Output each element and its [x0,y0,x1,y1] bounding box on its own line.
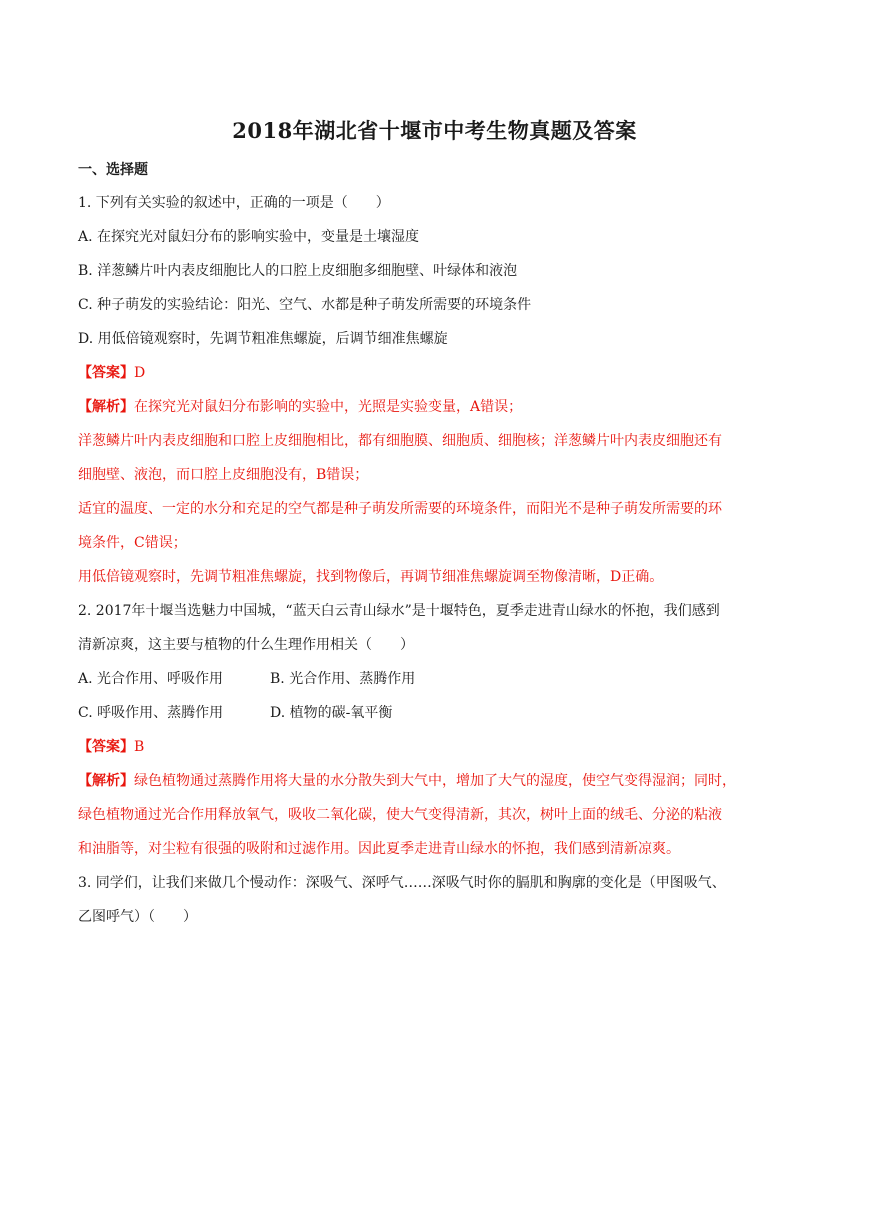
answer-label: 【答案】 [78,739,134,755]
question-3-stem: 3. 同学们，让我们来做几个慢动作：深吸气、深呼气……深吸气时你的膈肌和胸廓的变化是（甲图吸气、 [78,875,726,891]
question-1-stem: 1. 下列有关实验的叙述中，正确的一项是（ ） [78,195,390,211]
question-2-options-row [78,703,392,723]
question-1-analysis-line: 适宜的温度、一定的水分和充足的空气都是种子萌发所需要的环境条件，而阳光不是种子萌发所需要的环 [78,501,722,517]
answer-value: B [134,739,145,755]
question-1-option-a: A. 在探究光对鼠妇分布的影响实验中，变量是土壤湿度 [78,229,420,245]
analysis-text: 绿色植物通过蒸腾作用将大量的水分散失到大气中，增加了大气的湿度，使空气变得湿润；同时， [134,773,736,789]
question-2-option-d: D. 植物的碳-氧平衡 [270,705,393,721]
question-1-option-b: B. 洋葱鳞片叶内表皮细胞比人的口腔上皮细胞多细胞壁、叶绿体和液泡 [78,263,518,279]
answer-value: D [134,365,146,381]
analysis-text: 在探究光对鼠妇分布影响的实验中，光照是实验变量，A错误； [134,399,523,415]
question-2-analysis-line: 绿色植物通过光合作用释放氧气，吸收二氧化碳，使大气变得清新，其次，树叶上面的绒毛、分泌的粘液 [78,807,722,823]
page-title: 2018年湖北省十堰市中考生物真题及答案 [232,118,637,143]
question-2-option-a: A. 光合作用、呼吸作用 [78,671,224,687]
question-1-analysis-line [78,397,522,417]
question-1-option-d: D. 用低倍镜观察时，先调节粗准焦螺旋，后调节细准焦螺旋 [78,331,448,347]
question-2-option-c: C. 呼吸作用、蒸腾作用 [78,705,224,721]
question-1-option-c: C. 种子萌发的实验结论：阳光、空气、水都是种子萌发所需要的环境条件 [78,297,532,313]
question-1-analysis-line: 细胞壁、液泡，而口腔上皮细胞没有，B错误； [78,467,369,483]
analysis-label: 【解析】 [78,773,134,789]
question-1-analysis-line: 境条件，C错误； [78,535,187,551]
question-2-analysis-line [78,771,736,791]
question-2-option-b: B. 光合作用、蒸腾作用 [270,671,416,687]
question-2-options-row [78,669,415,689]
question-2-answer [78,737,144,757]
question-1-analysis-line: 用低倍镜观察时，先调节粗准焦螺旋，找到物像后，再调节细准焦螺旋调至物像清晰，D正确。 [78,569,664,585]
answer-label: 【答案】 [78,365,134,381]
question-2-stem: 清新凉爽，这主要与植物的什么生理作用相关（ ） [78,637,414,653]
question-2-stem: 2. 2017年十堰当选魅力中国城，“蓝天白云青山绿水”是十堰特色，夏季走进青山绿水的怀抱，我们感到 [78,603,720,619]
question-2-analysis-line: 和油脂等，对尘粒有很强的吸附和过滤作用。因此夏季走进青山绿水的怀抱，我们感到清新凉爽。 [78,841,680,857]
section-heading: 一、选择题 [78,162,148,178]
question-1-analysis-line: 洋葱鳞片叶内表皮细胞和口腔上皮细胞相比，都有细胞膜、细胞质、细胞核；洋葱鳞片叶内表皮细胞还有 [78,433,722,449]
question-1-answer [78,363,145,383]
analysis-label: 【解析】 [78,399,134,415]
question-3-stem: 乙图呼气）（ ） [78,909,197,925]
